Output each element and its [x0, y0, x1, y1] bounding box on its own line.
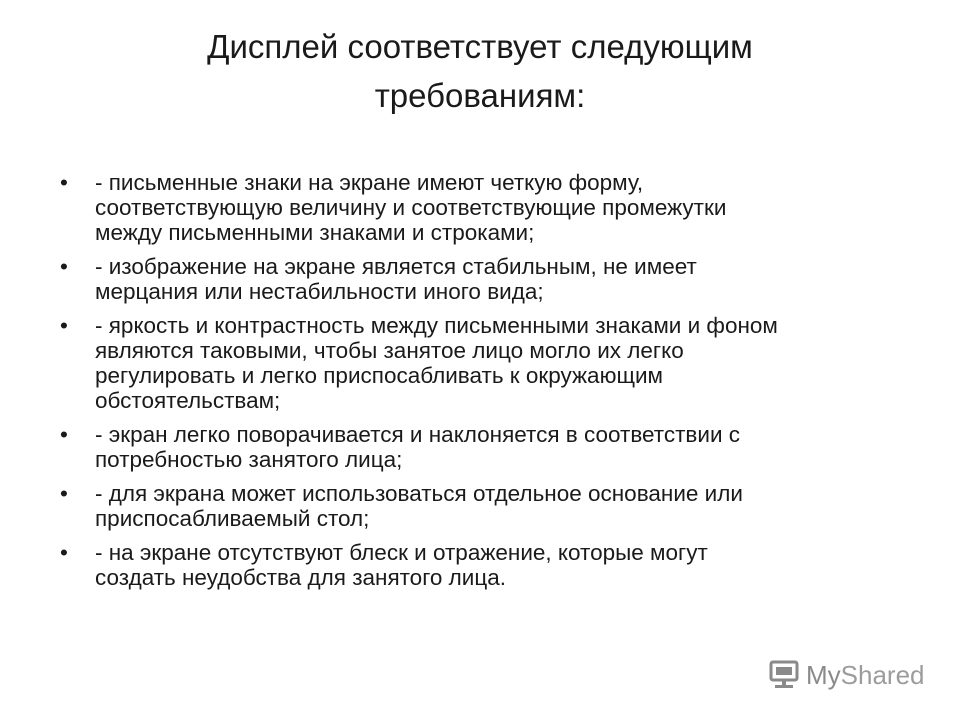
bullet-item: [60, 422, 910, 472]
bullet-line: - на экране отсутствуют блеск и отражение, которые могут: [95, 540, 708, 565]
title-line: требованиям:: [374, 77, 586, 114]
bullet-list: [60, 170, 910, 599]
slide-title: [120, 22, 840, 120]
bullet-item: [60, 254, 910, 304]
title-line: Дисплей соответствует следующим: [207, 28, 753, 65]
bullet-line: регулировать и легко приспосабливать к окружающим: [95, 363, 663, 388]
bullet-line: между письменными знаками и строками;: [95, 220, 535, 245]
mysharred-logo-text: [806, 660, 925, 691]
bullet-line: обстоятельствам;: [95, 388, 281, 413]
bullet-line: - для экрана может использоваться отдельное основание или: [95, 481, 743, 506]
bullet-dot-icon: •: [60, 170, 68, 195]
bullet-text: [95, 313, 910, 413]
bullet-line: являются таковыми, чтобы занятое лицо могло их легко: [95, 338, 684, 363]
bullet-text: [95, 540, 910, 590]
bullet-item: [60, 313, 910, 413]
bullet-dot-icon: •: [60, 481, 68, 506]
bullet-item: [60, 170, 910, 245]
logo-text-my: My: [806, 659, 841, 690]
logo-text-shared: Shared: [840, 659, 925, 690]
bullet-line: - письменные знаки на экране имеют четкую форму,: [95, 170, 644, 195]
bullet-line: - экран легко поворачивается и наклоняется в соответствии с: [95, 422, 741, 447]
bullet-item: [60, 481, 910, 531]
bullet-text: [95, 422, 910, 472]
bullet-line: приспосабливаемый стол;: [95, 506, 370, 531]
bullet-line: - изображение на экране является стабильным, не имеет: [95, 254, 697, 279]
bullet-dot-icon: •: [60, 540, 68, 565]
bullet-line: мерцания или нестабильности иного вида;: [95, 279, 544, 304]
bullet-dot-icon: •: [60, 422, 68, 447]
mysharred-watermark[interactable]: [766, 655, 926, 695]
bullet-item: [60, 540, 910, 590]
bullet-dot-icon: •: [60, 313, 68, 338]
bullet-text: [95, 481, 910, 531]
bullet-text: [95, 170, 910, 245]
bullet-dot-icon: •: [60, 254, 68, 279]
bullet-line: создать неудобства для занятого лица.: [95, 565, 507, 590]
bullet-line: потребностью занятого лица;: [95, 447, 403, 472]
bullet-line: соответствующую величину и соответствующие промежутки: [95, 195, 727, 220]
mysharred-logo-icon: [766, 658, 802, 692]
bullet-text: [95, 254, 910, 304]
bullet-line: - яркость и контрастность между письменными знаками и фоном: [95, 313, 778, 338]
